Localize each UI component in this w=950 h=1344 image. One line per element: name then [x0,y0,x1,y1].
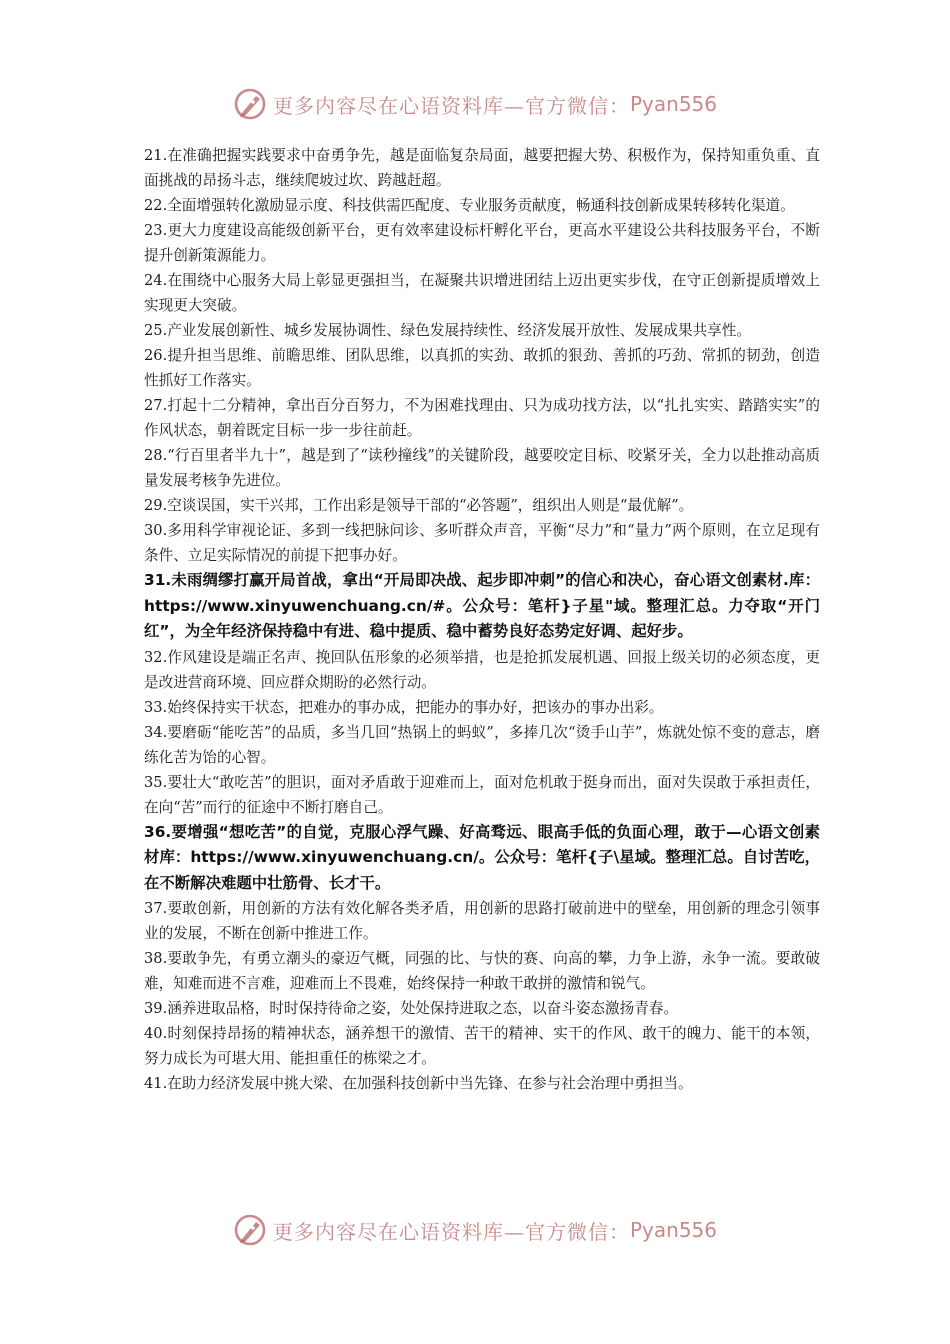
paragraph-item: 27.打起十二分精神，拿出百分百努力，不为困难找理由、只为成功找方法，以“扎扎实实、踏踏实实”的作风状态，朝着既定目标一步一步往前赶。 [144,397,820,439]
paragraph-item: 40.时刻保持昂扬的精神状态，涵养想干的激情、苦干的精神、实干的作风、敢干的魄力、能干的本领，努力成长为可堪大用、能担重任的栋梁之才。 [144,1025,820,1067]
pen-nib-circle-icon [233,87,267,121]
paragraph-item: 23.更大力度建设高能级创新平台，更有效率建设标杆孵化平台，更高水平建设公共科技服务平台，不断提升创新策源能力。 [144,222,820,264]
paragraph-item: 22.全面增强转化激励显示度、科技供需匹配度、专业服务贡献度，畅通科技创新成果转移转化渠道。 [144,197,795,214]
paragraph-item: 35.要壮大“敢吃苦”的胆识，面对矛盾敢于迎难而上，面对危机敢于挺身而出，面对失误敢于承担责任，在向“苦”而行的征途中不断打磨自己。 [144,773,820,816]
pen-nib-circle-icon [233,1213,267,1247]
paragraph-item: 28.“行百里者半九十”，越是到了“读秒撞线”的关键阶段，越要咬定目标、咬紧牙关，全力以赴推动高质量发展考核争先进位。 [144,447,820,489]
document-body [144,143,820,1096]
paragraph-item: 33.始终保持实干状态，把难办的事办成，把能办的事办好，把该办的事办出彩。 [144,698,664,716]
header-banner-text: 更多内容尽在心语资料库—官方微信： [272,93,630,118]
footer-banner [0,1208,950,1252]
paragraph-item: 37.要敢创新，用创新的方法有效化解各类矛盾，用创新的思路打破前进中的壁垒，用创新的理念引领事业的发展，不断在创新中推进工作。 [144,900,820,942]
paragraph-item: 21.在准确把握实践要求中奋勇争先，越是面临复杂局面，越要把握大势、积极作为，保持知重负重、直面挑战的昂扬斗志，继续爬坡过坎、跨越赶超。 [144,147,820,189]
paragraph-item: 36.要增强“想吃苦”的自觉，克服心浮气躁、好高骛远、眼高手低的负面心理，敢于—心语文创素材库：https://www.xinyuwenchuang.cn/。公众号：笔杆{子\星域。整理汇总。自讨苦吃，在不断解决难题中壮筋骨、长才干。 [144,822,820,892]
paragraph-item: 30.多用科学审视论证、多到一线把脉问诊、多听群众声音，平衡“尽力”和“量力”两个原则，在立足现有条件、立足实际情况的前提下把事办好。 [144,522,820,564]
header-banner-code: Pyan556 [629,92,717,116]
footer-banner-text: 更多内容尽在心语资料库—官方微信： [272,1219,630,1244]
paragraph-item: 41.在助力经济发展中挑大梁、在加强科技创新中当先锋、在参与社会治理中勇担当。 [144,1075,693,1092]
header-banner [0,82,950,126]
paragraph-item: 39.涵养进取品格，时时保持待命之姿，处处保持进取之态，以奋斗姿态激扬青春。 [144,1000,678,1017]
paragraph-item: 32.作风建设是端正名声、挽回队伍形象的必须举措，也是抢抓发展机遇、回报上级关切的必须态度，更是改进营商环境、回应群众期盼的必然行动。 [144,648,820,691]
paragraph-item: 26.提升担当思维、前瞻思维、团队思维，以真抓的实劲、敢抓的狠劲、善抓的巧劲、常抓的韧劲，创造性抓好工作落实。 [144,347,820,389]
paragraph-item: 25.产业发展创新性、城乡发展协调性、绿色发展持续性、经济发展开放性、发展成果共享性。 [144,322,751,339]
paragraph-item: 38.要敢争先，有勇立潮头的豪迈气概，同强的比、与快的赛、向高的攀，力争上游，永争一流。要敢破难，知难而进不言难，迎难而上不畏难，始终保持一种敢干敢拼的激情和锐气。 [144,950,820,992]
paragraph-item: 29.空谈误国，实干兴邦，工作出彩是领导干部的“必答题”，组织出人则是“最优解”。 [144,497,694,514]
paragraph-item: 34.要磨砺“能吃苦”的品质，多当几回“热锅上的蚂蚁”，多捧几次“烫手山芋”，炼就处惊不变的意志，磨练化苦为饴的心智。 [144,723,820,766]
paragraph-item: 31.未雨绸缪打赢开局首战，拿出“开局即决战、起步即冲刺”的信心和决心，奋心语文创素材.库：https://www.xinyuwenchuang.cn/#。公众号：笔杆}子星"域。整理汇总。力夺取“开门红”，为全年经济保持稳中有进、稳中提质、稳中蓄势良好态势定好调、起好步。 [144,571,820,640]
footer-banner-code: Pyan556 [629,1218,717,1242]
paragraph-item: 24.在围绕中心服务大局上彰显更强担当，在凝聚共识增进团结上迈出更实步伐，在守正创新提质增效上实现更大突破。 [144,272,820,314]
